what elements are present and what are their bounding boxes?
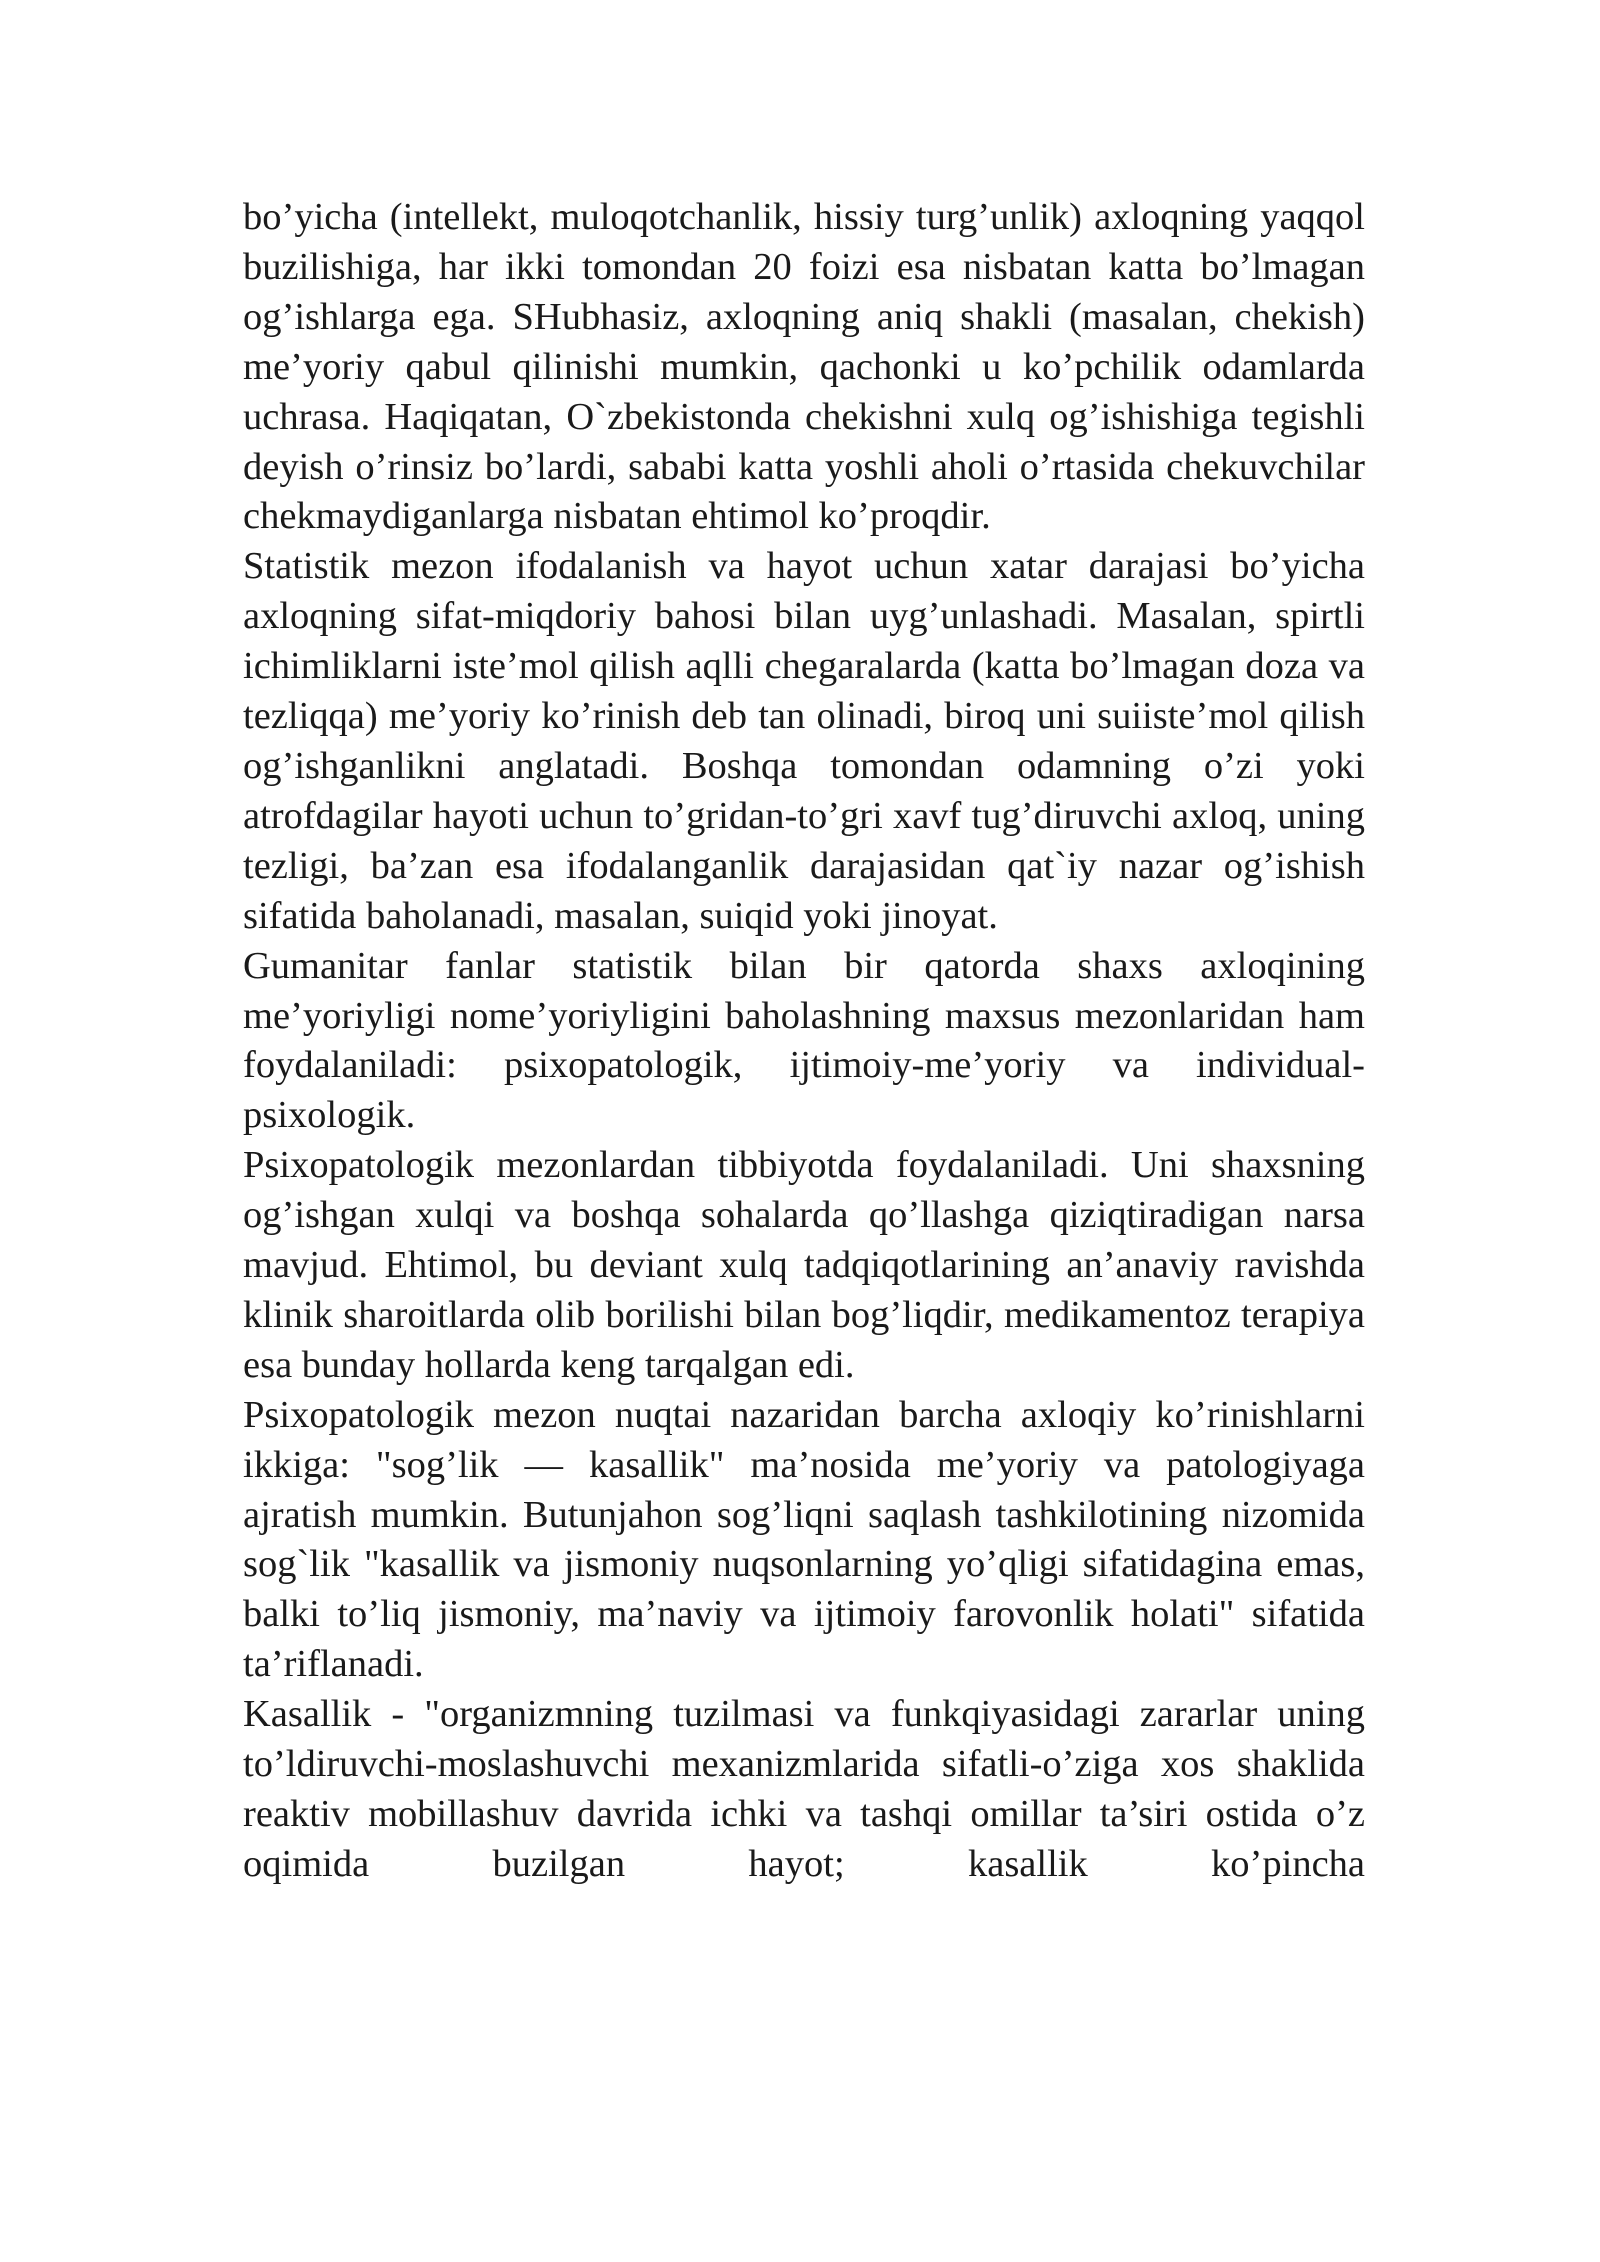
paragraph-4: Psixopatologik mezonlardan tibbiyotda foydalaniladi. Uni shaxsning og’ishgan xulqi va boshqa sohalarda qo’llashga qiziqtiradigan narsa mavjud. Ehtimol, bu deviant xulq tadqiqotlarining an’anaviy ravishda klinik sharoitlarda olib borilishi bilan bog’liqdir, medikamentoz terapiya esa bunday hollarda keng tarqalgan edi. bbox=[243, 1144, 1365, 1386]
paragraph-1: bo’yicha (intellekt, muloqotchanlik, hissiy turg’unlik) axloqning yaqqol buzilishiga, har ikki tomondan 20 foizi esa nisbatan katta bo’lmagan og’ishlarga ega. SHubhasiz, axloqning aniq shakli (masalan, chekish) me’yoriy qabul qilinishi mumkin, qachonki u ko’pchilik odamlarda uchrasa. Haqiqatan, O`zbekistonda chekishni xulq og’ishishiga tegishli deyish o’rinsiz bo’lardi, sababi katta yoshli aholi o’rtasida chekuvchilar chekmaydiganlarga nisbatan ehtimol ko’proqdir. bbox=[243, 196, 1365, 538]
paragraph-6: Kasallik - "organizmning tuzilmasi va funkqiyasidagi zararlar uning to’ldiruvchi-moslashuvchi mexanizmlarida sifatli-o’ziga xos shaklida reaktiv mobillashuv davrida ichki va tashqi omillar ta’siri ostida o’z oqimida buzilgan hayot; kasallik ko’pincha bbox=[243, 1693, 1365, 1885]
paragraph-3: Gumanitar fanlar statistik bilan bir qatorda shaxs axloqining me’yoriyligi nome’yoriyligini baholashning maxsus mezonlaridan ham foydalaniladi: psixopatologik, ijtimoiy-me’yoriy va individual-psixologik. bbox=[243, 944, 1365, 1137]
paragraph-5: Psixopatologik mezon nuqtai nazaridan barcha axloqiy ko’rinishlarni ikkiga: "sog’lik — kasallik" ma’nosida me’yoriy va patologiyaga ajratish mumkin. Butunjahon sog’liqni saqlash tashkilotining nizomida sog`lik "kasallik va jismoniy nuqsonlarning yo’qligi sifatidagina emas, balki to’liq jismoniy, ma’naviy va ijtimoiy farovonlik holati" sifatida ta’riflanadi. bbox=[243, 1393, 1365, 1686]
paragraph-2: Statistik mezon ifodalanish va hayot uchun xatar darajasi bo’yicha axloqning sifat-miqdoriy bahosi bilan uyg’unlashadi. Masalan, spirtli ichimliklarni iste’mol qilish aqlli chegaralarda (katta bo’lmagan doza va tezliqqa) me’yoriy ko’rinish deb tan olinadi, biroq uni suiiste’mol qilish og’ishganlikni anglatadi. Boshqa tomondan odamning o’zi yoki atrofdagilar hayoti uchun to’gridan-to’gri xavf tug’diruvchi axloq, uning tezligi, ba’zan esa ifodalanganlik darajasidan qat`iy nazar og’ishish sifatida baholanadi, masalan, suiqid yoki jinoyat. bbox=[243, 545, 1365, 937]
document-page bbox=[243, 193, 1365, 1890]
